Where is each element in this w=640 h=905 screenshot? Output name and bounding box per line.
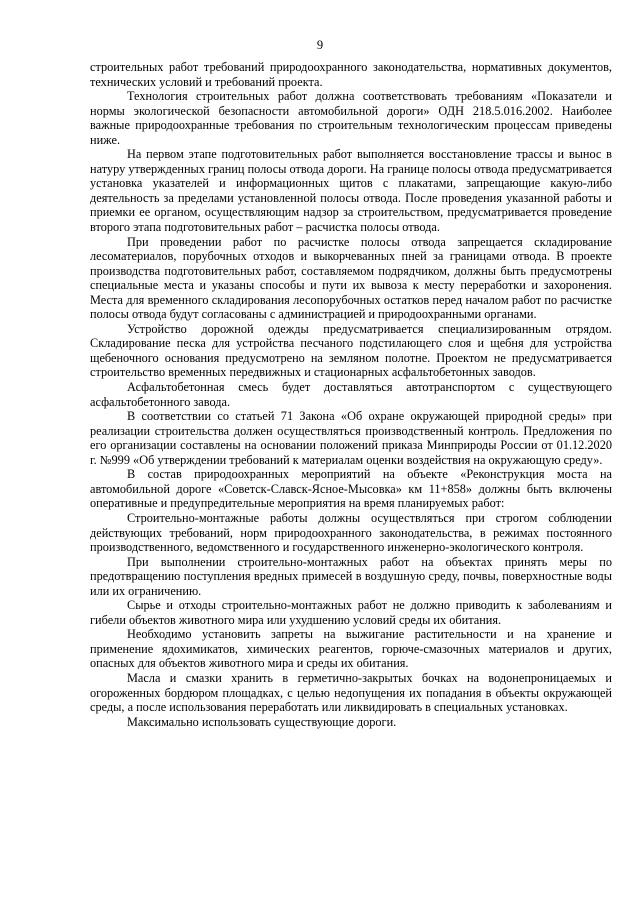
paragraph-asphalt-delivery: Асфальтобетонная смесь будет доставляться автотранспортом с существующего асфальтобетонного завода. — [90, 380, 612, 409]
paragraph-raw-materials: Сырье и отходы строительно-монтажных работ не должно приводить к заболеваниям и гибели объектов животного мира или ухудшению условий среды их обитания. — [90, 598, 612, 627]
paragraph-pollution-prevention: При выполнении строительно-монтажных работ на объектах принять меры по предотвращению поступления вредных примесей в воздушную среду, почвы, поверхностные воды или их ограничению. — [90, 554, 612, 598]
paragraph-technology-requirements: Технология строительных работ должна соответствовать требованиям «Показатели и нормы экологической безопасности автомобильной дороги» ОДН 218.5.016.2002. Наиболее важные природоохранные требования по строительным технологическим процессам приведены ниже. — [90, 89, 612, 147]
paragraph-existing-roads: Максимально использовать существующие дороги. — [127, 714, 397, 729]
paragraph-production-control: В соответствии со статьей 71 Закона «Об охране окружающей природной среды» при реализации строительства должен осуществляться производственный контроль. Предложения по его организации составлены на основании положений приказа Минприроды России от 01.12.2020 г. №999 «Об утверждении требований к материалам оценки воздействия на окружающую среду». — [90, 409, 612, 467]
paragraph-environmental-measures: В состав природоохранных мероприятий на объекте «Реконструкция моста на автомобильной дороге «Советск-Славск-Ясное-Мысовка» км 11+858» должны быть включены оперативные и предупредительные мероприятия на время планируемых работ: — [90, 467, 612, 511]
page-number: 9 — [316, 38, 324, 52]
paragraph-prohibitions: Необходимо установить запреты на выжигание растительности и на хранение и применение ядохимикатов, химических реагентов, горюче-смазочных материалов и других, опасных для объектов животного мира и среды их обитания. — [90, 627, 612, 671]
paragraph-oil-storage: Масла и смазки хранить в герметично-закрытых бочках на водонепроницаемых и огороженных бордюром площадках, с целью недопущения их попадания в объекты окружающей среды, а после использования переработать или ликвидировать в специальных установках. — [90, 670, 612, 715]
paragraph-clearing: При проведении работ по расчистке полосы отвода запрещается складирование лесоматериалов, порубочных отходов и выкорчеванных пней за границами отвода. В проекте производства подготовительных работ, составляемом подрядчиком, должны быть предусмотрены специальные места и указаны способы и пути их вывоза к месту переработки и захоронения. Места для временного складирования лесопорубочных остатков перед началом работ по расчистке полосы отвода будут согласованы с администрацией и природоохранными органами. — [90, 234, 612, 322]
paragraph-road-pavement: Устройство дорожной одежды предусматривается специализированным отрядом. Складирование песка для устройства песчаного подстилающего слоя и щебня для устройства щебеночного основания предусмотрено на земляном полотне. Проектом не предусматривается строительство временных передвижных и стационарных асфальтобетонных заводов. — [90, 321, 612, 380]
paragraph-construction-works: Строительно-монтажные работы должны осуществляться при строгом соблюдении действующих требований, норм природоохранного законодательства, в режимах постоянного производственного, ведомственного и государственного инженерно-экологического контроля. — [90, 510, 612, 555]
document-body — [90, 60, 612, 729]
paragraph-first-stage: На первом этапе подготовительных работ выполняется восстановление трассы и вынос в натуру утвержденных границ полосы отвода дороги. На границе полосы отвода предусматривается установка указателей и информационных щитов с плакатами, запрещающие какую-либо деятельность за пределами установленной полосы отвода. После проведения указанной работы и приемки ее органом, осуществляющим надзор за строительством, предусматривается проведение второго этапа подготовительных работ – расчистка полосы отвода. — [90, 147, 612, 235]
paragraph-continuation: строительных работ требований природоохранного законодательства, нормативных документов, технических условий и требований проекта. — [90, 60, 612, 89]
